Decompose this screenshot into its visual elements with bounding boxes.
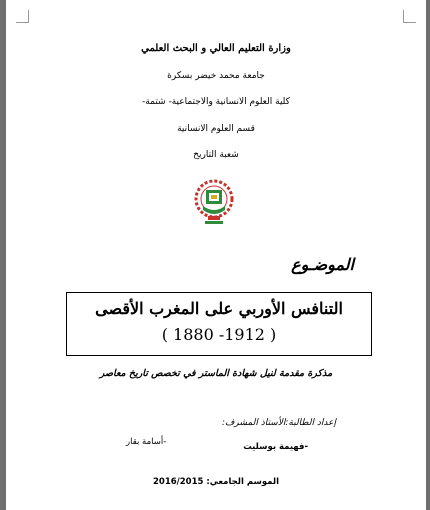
subject-heading: الموضـوع [291,255,354,274]
crop-mark-top-right [403,10,416,23]
student-name: -فهيمة بوسليت [243,442,308,452]
thesis-title: التنافس الأوربي على المغرب الأقصى [95,299,343,318]
prepared-by-label-text: إعداد الطالبة: [285,418,336,428]
university-emblem-icon [191,176,237,228]
academic-year: الموسم الجامعي: 2016/2015 [153,477,279,487]
university-name: جامعة محمد خيضر بسكرة [167,71,265,81]
supervisor-label-text: الأستاذ المشرف: [222,418,286,428]
branch-name: شعبة التاريخ [193,150,239,160]
thesis-note: مذكرة مقدمة لنيل شهادة الماستر في تخصص تاريخ معاصر [99,368,333,379]
thesis-years: ( 1880 -1912 ) [161,325,277,344]
prepared-by-label [222,418,336,428]
thesis-title-box [66,292,372,356]
faculty-name: كلية العلوم الانسانية والاجتماعية- شتمة- [142,97,290,107]
crop-mark-top-left [16,10,29,23]
department-name: قسم العلوم الانسانية [177,124,255,134]
document-page [6,0,426,510]
ministry-heading: وزارة التعليم العالي و البحث العلمي [141,43,291,54]
supervisor-name: -أسامة بقار [126,437,167,447]
